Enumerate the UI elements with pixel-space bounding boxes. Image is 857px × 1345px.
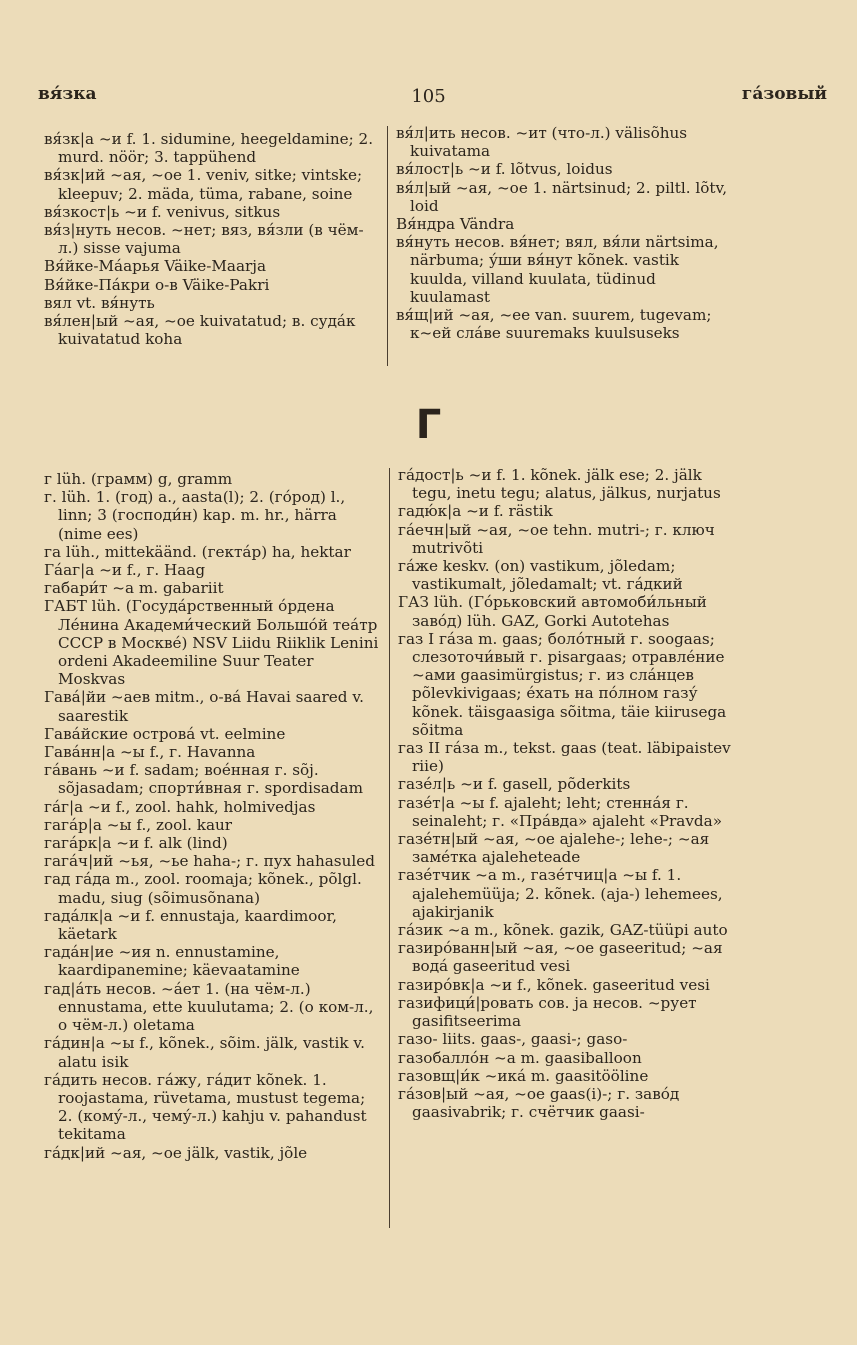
dictionary-entry: газиро́вк|а ~и f., kõnek. gaseeritud vesi <box>398 975 710 994</box>
dictionary-entry: га́ечн|ый ~ая, ~ое tehn. mutri-; г. ключ mutrivõti <box>398 520 715 557</box>
dictionary-entry: газифици́|ровать сов. ja несов. ~рует gasifitseerima <box>398 993 697 1031</box>
running-head-left: вя́зка <box>38 84 97 104</box>
dictionary-entry: га́вань ~и f. sadam; вое́нная г. sõj. sõjasadam; спорти́вная г. spordisadam <box>44 761 363 798</box>
dictionary-entry: га́дин|а ~ы f., kõnek., sõim. jälk, vastik v. alatu isik <box>44 1034 365 1071</box>
dictionary-entry: вя́л|ый ~ая, ~ое 1. närtsinud; 2. piltl. lõtv, loid <box>396 178 728 215</box>
page-number: 105 <box>411 86 446 107</box>
dictionary-entry: газиро́ванн|ый ~ая, ~ое gaseeritud; ~ая вода́ gaseeritud vesi <box>398 939 723 976</box>
dictionary-entry: вя́лост|ь ~и f. lõtvus, loidus <box>396 160 613 179</box>
dictionary-entry: гага́р|а ~ы f., zool. kaur <box>44 815 233 834</box>
dictionary-entry: Вя́йке-Ма́арья Väike-Maarja <box>44 257 267 276</box>
dictionary-entry: газо- liits. gaas-, gaasi-; gaso- <box>398 1030 628 1049</box>
dictionary-entry: га́зов|ый ~ая, ~ое gaas(i)-; г. заво́д gaasivabrik; г. счётчик gaasi- <box>398 1084 680 1122</box>
dictionary-entry: Вя́йке-Па́кри о-в Väike-Pakri <box>44 275 270 294</box>
dictionary-entry: вя́з|нуть несов. ~нет; вяз, вя́зли (в чём-л.) sisse vajuma <box>44 221 364 258</box>
column-divider-bottom <box>389 468 390 1228</box>
dictionary-entry: газе́т|а ~ы f. ajaleht; leht; стенна́я г. seinaleht; г. «Пра́вда» ajaleht «Pravda» <box>398 793 723 830</box>
dictionary-entry: габари́т ~а m. gabariit <box>44 579 224 598</box>
column-top-left <box>44 130 374 348</box>
dictionary-entry: Га́аг|а ~и f., г. Haag <box>44 561 206 580</box>
dictionary-entry: гада́лк|а ~и f. ennustaja, kaardimoor, käetark <box>44 906 337 944</box>
dictionary-entry: Гава́|йи ~аев mitm., о-ва́ Havai saared v. saarestik <box>44 688 364 725</box>
dictionary-entry: гага́рк|а ~и f. alk (lind) <box>44 834 228 853</box>
dictionary-entry: газе́л|ь ~и f. gasell, põderkits <box>398 775 631 794</box>
column-bottom-left <box>44 470 380 1162</box>
column-bottom-right <box>398 466 736 1121</box>
dictionary-entry: газ I га́за m. gaas; боло́тный г. soogaas; слезоточи́вый г. pisargaas; отравле́ние ~ами gaasimürgistus; г. из сла́нцев põlevkivigaas; е́хать на по́лном газу́ kõnek. täisgaasiga sõitma, täie kiirusega sõitma <box>398 629 727 739</box>
dictionary-entry: га́дить несов. га́жу, га́дит kõnek. 1. roojastama, rüvetama, mustust tegema; 2. (кому́-л., чему́-л.) kahju v. pahandust tekitama <box>44 1070 367 1144</box>
dictionary-entry: гада́н|ие ~ия n. ennustamine, kaardipanemine; käevaatamine <box>44 943 300 980</box>
dictionary-entry: гад|а́ть несов. ~а́ет 1. (на чём-л.) ennustama, ette kuulutama; 2. (о ком-л., о чём-л.) oletama <box>44 979 374 1035</box>
dictionary-entry: Гава́йские острова́ vt. eelmine <box>44 724 286 743</box>
dictionary-entry: газовщ|и́к ~ика́ m. gaasitööline <box>398 1066 649 1085</box>
dictionary-entry: вя́лен|ый ~ая, ~ое kuivatatud; в. суда́к kuivatatud koha <box>44 312 356 349</box>
dictionary-entry: гад га́да m., zool. roomaja; kõnek., põlgl. madu, siug (sõimusõnana) <box>44 870 362 907</box>
dictionary-entry: вя́л|ить несов. ~ит (что-л.) välisõhus kuivatama <box>396 124 688 161</box>
dictionary-entry: Вя́ндра Vändra <box>396 215 515 234</box>
dictionary-entry: вя́зкост|ь ~и f. venivus, sitkus <box>44 202 281 221</box>
dictionary-entry: ГАБТ lüh. (Госуда́рственный о́рдена Ле́нина Академи́ческий Большо́й теа́тр СССР в Москве́) NSV Liidu Riiklik Lenini ordeni Akadeemiline Suur Teater Moskvas <box>44 597 379 689</box>
dictionary-entry: вя́зк|ий ~ая, ~ое 1. veniv, sitke; vintske; kleepuv; 2. mäda, tüma, rabane, soine <box>44 166 363 203</box>
dictionary-entry: вял vt. вя́нуть <box>44 293 155 312</box>
dictionary-entry: газе́тн|ый ~ая, ~ое ajalehe-; lehe-; ~ая заме́тка ajaleheteade <box>398 830 710 867</box>
dictionary-entry: Гава́нн|а ~ы f., г. Havanna <box>44 743 256 762</box>
dictionary-entry: вя́зк|а ~и f. 1. sidumine, heegeldamine; 2. murd. nöör; 3. tappühend <box>44 130 374 167</box>
dictionary-entry: г. lüh. 1. (год) a., aasta(l); 2. (го́род) l., linn; 3 (господи́н) kap. m. hr., härra (nime ees) <box>44 488 346 543</box>
dictionary-entry: га́г|а ~и f., zool. hahk, holmivedjas <box>44 797 316 816</box>
dictionary-entry: газобалло́н ~а m. gaasiballoon <box>398 1048 642 1067</box>
dictionary-entry: га́дост|ь ~и f. 1. kõnek. jälk ese; 2. jälk tegu, inetu tegu; alatus, jälkus, nurjatus <box>398 466 721 503</box>
dictionary-entry: гадю́к|а ~и f. rästik <box>398 502 553 521</box>
dictionary-entry: вя́щ|ий ~ая, ~ее van. suurem, tugevam; к~ей сла́ве suuremaks kuulsuseks <box>396 306 712 343</box>
dictionary-entry: га́зик ~а m., kõnek. gazik, GAZ-tüüpi auto <box>398 921 728 940</box>
dictionary-entry: ГАЗ lüh. (Го́рьковский автомоби́льный заво́д) lüh. GAZ, Gorki Autotehas <box>398 593 707 630</box>
dictionary-entry: газ II га́за m., tekst. gaas (teat. läbipaistev riie) <box>398 739 731 776</box>
section-letter: Г <box>415 402 442 448</box>
dictionary-entry: га́же keskv. (on) vastikum, jõledam; vastikumalt, jõledamalt; vt. га́дкий <box>398 557 683 594</box>
dictionary-entry: г lüh. (грамм) g, gramm <box>44 470 233 488</box>
column-top-right <box>396 124 730 342</box>
running-head-right: га́зовый <box>741 84 827 104</box>
dictionary-entry: га lüh., mittekäänd. (гекта́р) ha, hektar <box>44 542 351 561</box>
dictionary-entry: гага́ч|ий ~ья, ~ье haha-; г. пух hahasuled <box>44 852 375 871</box>
dictionary-entry: га́дк|ий ~ая, ~ое jälk, vastik, jõle <box>44 1143 308 1162</box>
dictionary-entry: вя́нуть несов. вя́нет; вял, вя́ли närtsima, närbuma; у́ши вя́нут kõnek. vastik kuulda, villand kuulata, tüdinud kuulamast <box>396 233 719 306</box>
dictionary-entry: газе́тчик ~а m., газе́тчиц|а ~ы f. 1. ajalehemüüja; 2. kõnek. (aja-) lehemees, ajakirjanik <box>398 866 723 921</box>
column-divider-top <box>387 126 388 366</box>
